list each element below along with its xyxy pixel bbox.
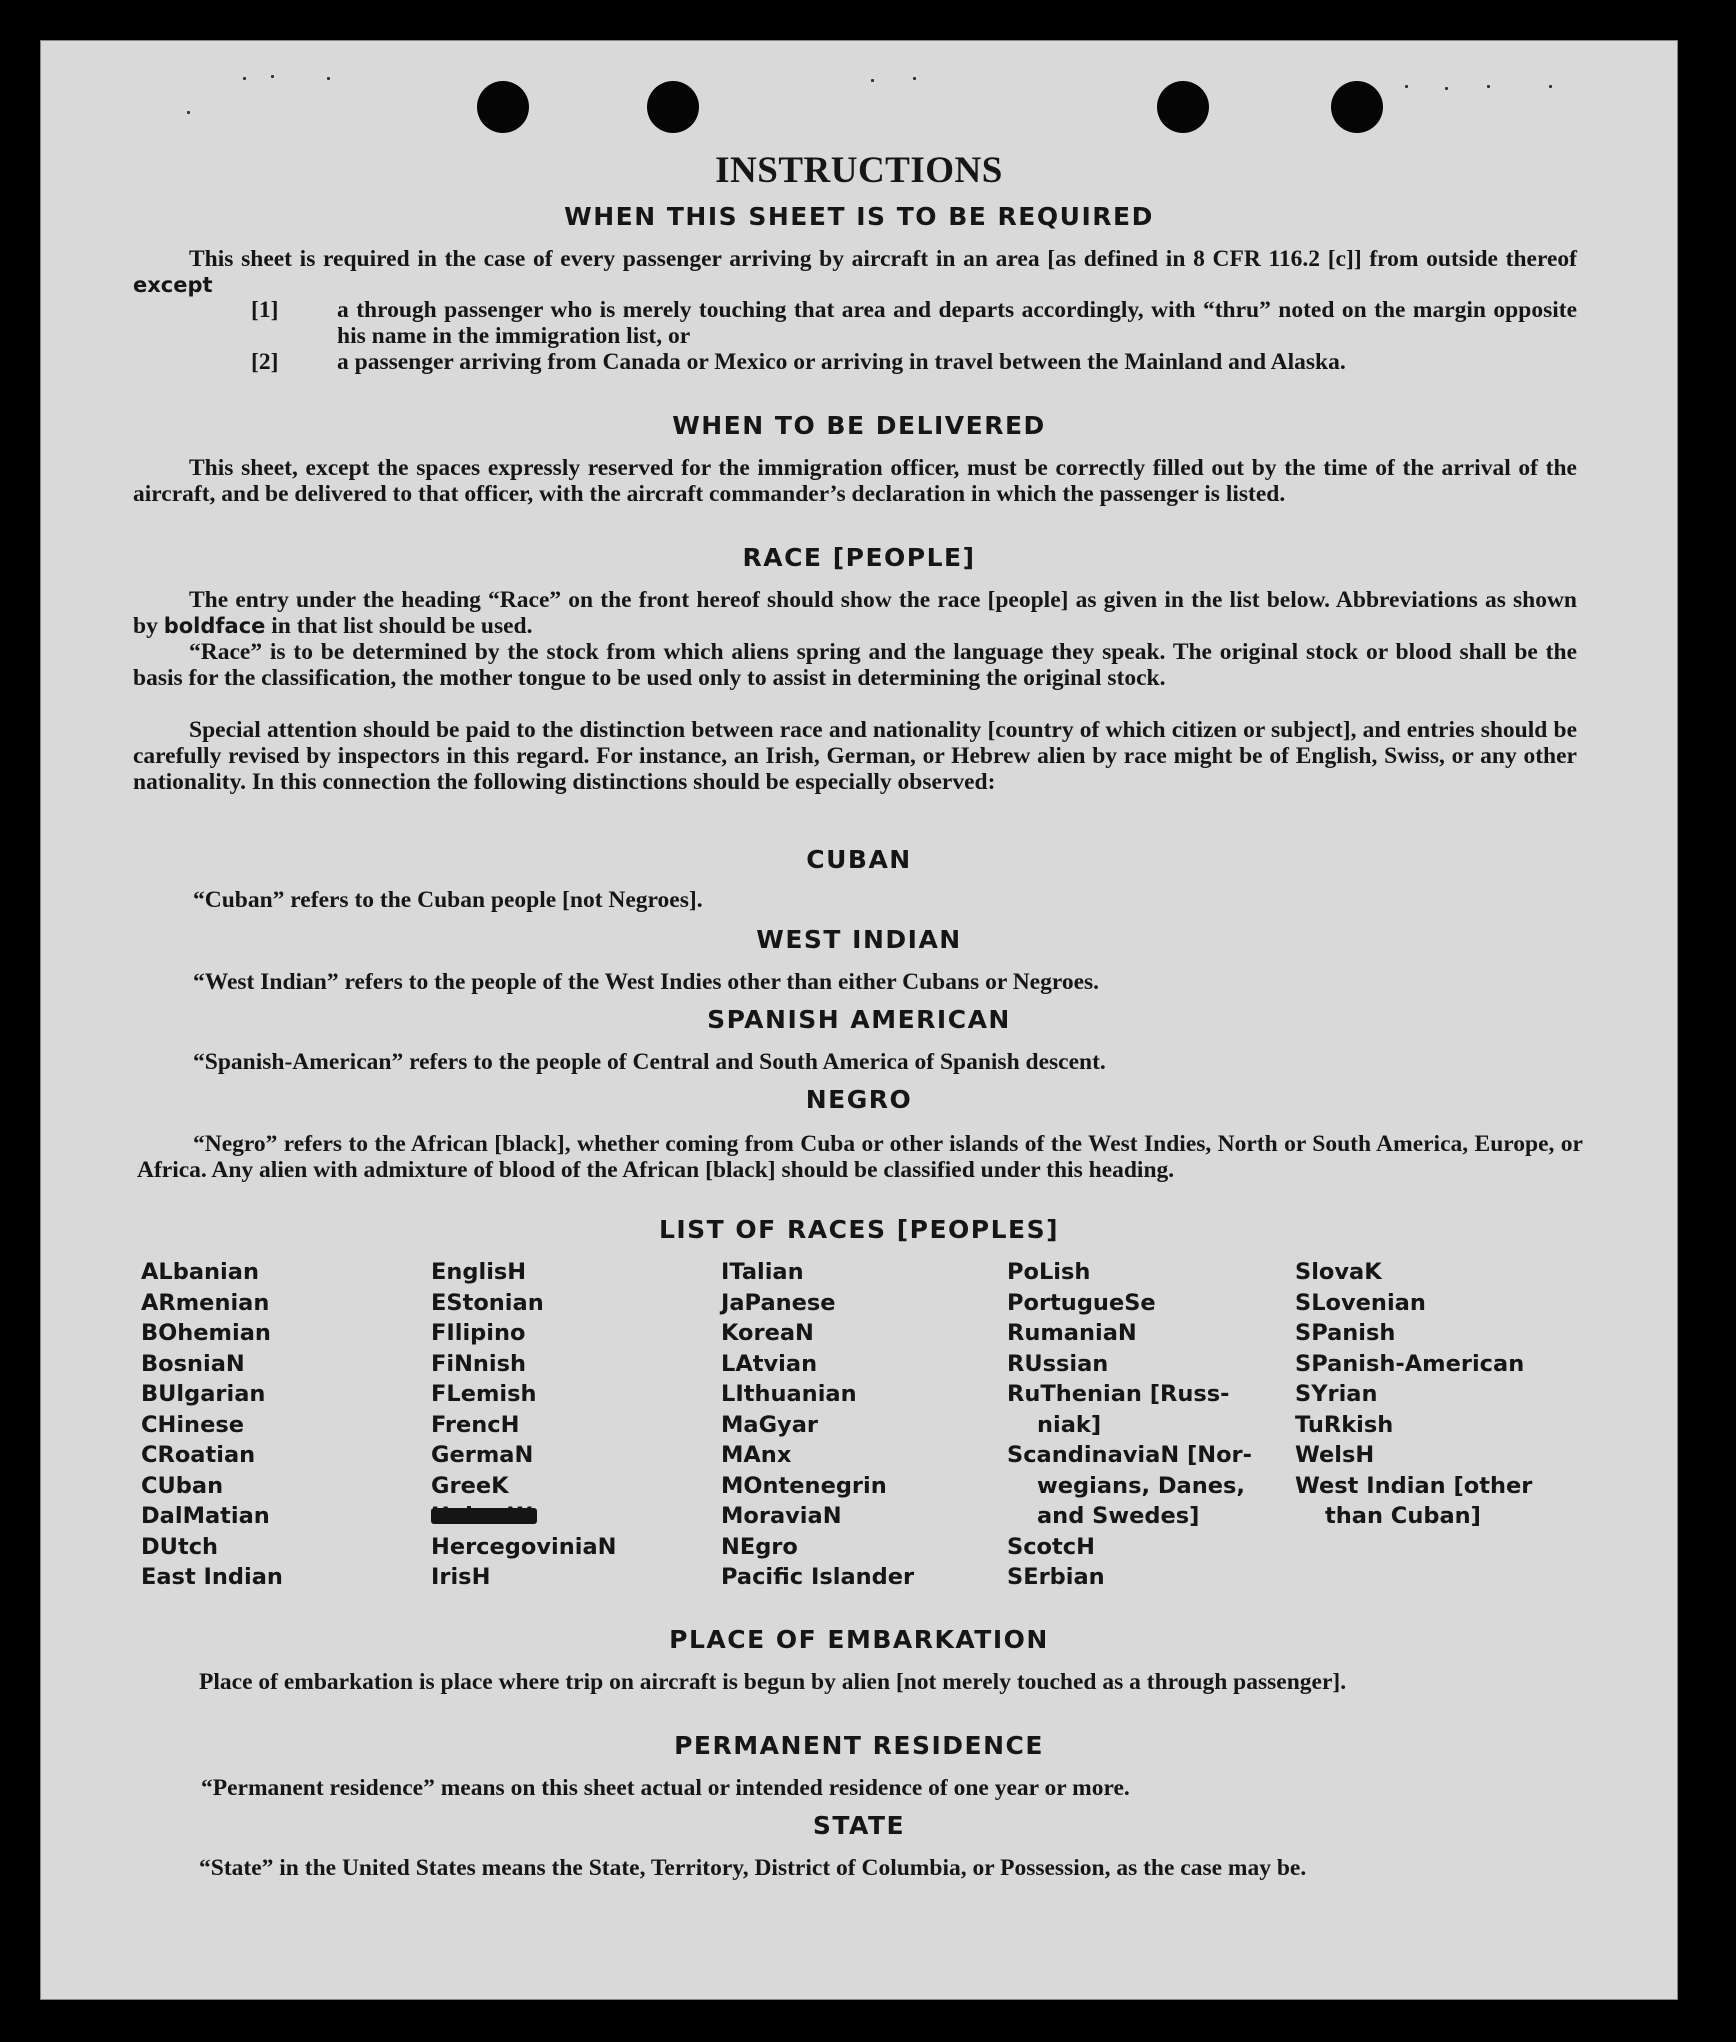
race-entry: DalMatian bbox=[141, 1503, 270, 1529]
race-entry: FiNnish bbox=[431, 1350, 527, 1377]
race-entry-continued: niak] bbox=[1037, 1411, 1102, 1438]
punch-hole bbox=[647, 81, 699, 133]
race-entry-continued: and Swedes] bbox=[1037, 1503, 1200, 1529]
document-sheet: INSTRUCTIONS WHEN THIS SHEET IS TO BE REQUIRED This sheet is required in the case of every passenger arriving by aircraft in an area [as defined in 8 CFR 116.2 [c]] from outside thereof except [1] a through passenger who is merely touching that area and departs accordingly, with “thru” noted on the margin opposite his name in the immigration list, or [2] a passenger arriving from Canada or Mexico or arriving in travel between the Mainland and Alaska. WHEN TO BE DELIVERED This sheet, except the spaces expressly reserved for the immigration officer, must be correctly filled out by the time of the arrival of the aircraft, and be delivered to that officer, with the aircraft commander’s declaration in which the passenger is listed. RACE [PEOPLE] The entry under the heading “Race” on the front hereof should show the race [people] as given in the list below. Abbreviations as shown by boldface in that list should be used. “Race” is to be determined by the stock from which aliens spring and the language they speak. The original stock or blood shall be the basis for the classification, the mother tongue to be used only to assist in determining the original stock. Special attention should be paid to the distinction between race and nationality [country of which citizen or subject], and entries should be carefully revised by inspectors in this regard. For instance, an Irish, German, or Hebrew alien by race might be of English, Swiss, or any other nationality. In this connection the following distinctions should be especially observed: CUBAN “Cuban” refers to the Cuban people [not Negroes]. WEST INDIAN “West Indian” refers to the people of the West Indies other than either Cubans or Negroes. SPANISH AMERICAN “Spanish-American” refers to the people of Central and South America of Spanish descent. NEGRO “Negro” refers to the African [black], whether coming from Cuba or other islands of the West Indies, North or South America, Europe, or Africa. Any alien with admixture of blood of the African [black] should be classified under this heading. LIST OF RACES [PEOPLES] ALbanian ARmenian BOhemian BosniaN BUlgarian CHinese CRoatian CUban DalMatian DUtch East Indian EnglisH EStonian FIlipino FiNnish FLemish FrencH GermaN GreeK HercegoviniaN IrisH ITalian JaPanese KoreaN LAtvian LIthuanian MaGyar MAnx MOntenegrin MoraviaN NEgro Pacific Islander PoLish PortugueSe RumaniaN RUssian RuThenian [Russ- niak] ScandinaviaN [Nor- wegians, Danes, and Swedes] ScotcH SErbian SlovaK SLovenian SPanish SPanish-American SYrian TuRkish WelsH West Indian [other than Cuban] PLACE OF EMBARKATION Place of embarkation is place where trip on aircraft is begun by alien [not merely touched as a through passenger]. PERMANENT RESIDENCE “Permanent residence” means on this sheet actual or intended residence of one year or more. STATE “State” in the United States means the State, Territory, District of Columbia, or Possession, as the case may be. bbox=[40, 40, 1678, 2000]
race-entry: LIthuanian bbox=[721, 1381, 857, 1407]
punch-hole bbox=[1331, 81, 1383, 133]
race-entry: RUssian bbox=[1007, 1350, 1109, 1377]
negro-text: “Negro” refers to the African [black], whether coming from Cuba or other islands of the West Indies, North or South America, Europe, or Africa. Any alien with admixture of blood of the African [black] should be classified under this heading. bbox=[137, 1131, 1583, 1183]
race-entry: SPanish-American bbox=[1295, 1350, 1525, 1377]
section-heading-delivered: WHEN TO BE DELIVERED bbox=[672, 411, 1046, 440]
race-entry: RumaniaN bbox=[1007, 1320, 1137, 1346]
section-heading-residence: PERMANENT RESIDENCE bbox=[674, 1731, 1044, 1760]
race-entry: RuThenian [Russ- bbox=[1007, 1381, 1230, 1407]
race-entry-continued: wegians, Danes, bbox=[1037, 1472, 1245, 1499]
race-paragraph-3: Special attention should be paid to the distinction between race and nationality [country of which citizen or subject], and entries should be carefully revised by inspectors in this regard. For instance, an Irish, German, or Hebrew alien by race might be of English, Swiss, or any other nationality. In this connection the following distinctions should be especially observed: bbox=[133, 717, 1577, 795]
residence-text: “Permanent residence” means on this sheet actual or intended residence of one year or more. bbox=[201, 1775, 1130, 1801]
race-entry: TuRkish bbox=[1295, 1411, 1394, 1438]
section-heading-list-of-races: LIST OF RACES [PEOPLES] bbox=[658, 1215, 1060, 1244]
race-entry: SYrian bbox=[1295, 1381, 1378, 1407]
race-entry: JaPanese bbox=[721, 1289, 836, 1316]
race-entry: HercegoviniaN bbox=[431, 1533, 617, 1560]
boldface-emphasis: boldface bbox=[163, 614, 266, 638]
race-entry: IrisH bbox=[431, 1564, 491, 1590]
race-entry: ARmenian bbox=[141, 1289, 270, 1316]
race-entry: CHinese bbox=[141, 1411, 244, 1438]
race-entry: FIlipino bbox=[431, 1320, 526, 1346]
race-entry: EnglisH bbox=[431, 1259, 527, 1285]
race-entry: ScotcH bbox=[1007, 1533, 1095, 1560]
section-heading-west-indian: WEST INDIAN bbox=[756, 925, 962, 954]
race-entry: NEgro bbox=[721, 1533, 798, 1560]
race-entry: WelsH bbox=[1295, 1442, 1375, 1468]
section-heading-cuban: CUBAN bbox=[806, 845, 912, 874]
race-entry: DUtch bbox=[141, 1533, 219, 1560]
section-heading-race: RACE [PEOPLE] bbox=[742, 543, 976, 572]
race-entry: Pacific Islander bbox=[721, 1564, 915, 1590]
race-entry: SErbian bbox=[1007, 1564, 1105, 1590]
race-entry: CUban bbox=[141, 1472, 224, 1499]
races-column-3 bbox=[721, 1257, 914, 1593]
section-heading-embarkation: PLACE OF EMBARKATION bbox=[669, 1625, 1049, 1654]
race-entry: BosniaN bbox=[141, 1350, 245, 1377]
race-entry: PoLish bbox=[1007, 1259, 1091, 1285]
races-column-4 bbox=[1007, 1257, 1252, 1593]
race-entry: GreeK bbox=[431, 1472, 509, 1499]
race-paragraph-1: The entry under the heading “Race” on the front hereof should show the race [people] as given in the list below. Abbreviations as shown by boldface in that list should be used. bbox=[133, 587, 1577, 639]
cuban-text: “Cuban” refers to the Cuban people [not Negroes]. bbox=[193, 887, 703, 913]
section-heading-spanish-american: SPANISH AMERICAN bbox=[707, 1005, 1011, 1034]
delivered-text: This sheet, except the spaces expressly reserved for the immigration officer, must be correctly filled out by the time of the arrival of the aircraft, and be delivered to that officer, with the aircraft commander’s declaration in which the passenger is listed. bbox=[133, 455, 1577, 507]
west-indian-text: “West Indian” refers to the people of the West Indies other than either Cubans or Negroes. bbox=[193, 969, 1100, 995]
race-entry: SPanish bbox=[1295, 1320, 1396, 1346]
race-entry: MAnx bbox=[721, 1442, 792, 1468]
required-intro: This sheet is required in the case of every passenger arriving by aircraft in an area [as defined in 8 CFR 116.2 [c]] from outside thereof except bbox=[133, 246, 1577, 297]
state-text: “State” in the United States means the State, Territory, District of Columbia, or Possession, as the case may be. bbox=[199, 1855, 1307, 1881]
race-paragraph-2: “Race” is to be determined by the stock from which aliens spring and the language they speak. The original stock or blood shall be the basis for the classification, the mother tongue to be used only to assist in determining the original stock. bbox=[133, 639, 1577, 691]
race-entry: MaGyar bbox=[721, 1411, 818, 1438]
race-entry: MOntenegrin bbox=[721, 1472, 887, 1499]
race-entry: FrencH bbox=[431, 1411, 520, 1438]
race-entry: SlovaK bbox=[1295, 1259, 1382, 1285]
race-entry: SLovenian bbox=[1295, 1289, 1426, 1316]
race-entry: BOhemian bbox=[141, 1320, 271, 1346]
page-title: INSTRUCTIONS bbox=[715, 150, 1003, 191]
races-column-1 bbox=[141, 1257, 283, 1593]
race-entry-continued: than Cuban] bbox=[1325, 1503, 1481, 1529]
race-entry: East Indian bbox=[141, 1564, 283, 1590]
punch-hole bbox=[477, 81, 529, 133]
races-column-2 bbox=[431, 1257, 616, 1593]
embarkation-text: Place of embarkation is place where trip on aircraft is begun by alien [not merely touched as a through passenger]. bbox=[199, 1669, 1347, 1695]
ink-scribble bbox=[431, 1508, 537, 1524]
race-entry-struck-out bbox=[431, 1501, 616, 1532]
section-heading-required: WHEN THIS SHEET IS TO BE REQUIRED bbox=[564, 202, 1154, 231]
race-entry: CRoatian bbox=[141, 1442, 256, 1468]
race-entry: GermaN bbox=[431, 1442, 534, 1468]
race-entry: LAtvian bbox=[721, 1350, 818, 1377]
race-entry: ALbanian bbox=[141, 1259, 259, 1285]
races-column-5 bbox=[1295, 1257, 1532, 1532]
section-heading-state: STATE bbox=[812, 1811, 906, 1840]
punch-hole bbox=[1157, 81, 1209, 133]
race-entry: FLemish bbox=[431, 1381, 537, 1407]
race-entry: PortugueSe bbox=[1007, 1289, 1156, 1316]
race-entry: ITalian bbox=[721, 1259, 804, 1285]
race-entry: MoraviaN bbox=[721, 1503, 842, 1529]
race-entry: ScandinaviaN [Nor- bbox=[1007, 1442, 1252, 1468]
race-entry: BUlgarian bbox=[141, 1381, 266, 1407]
section-heading-negro: NEGRO bbox=[805, 1085, 913, 1114]
race-entry: West Indian [other bbox=[1295, 1472, 1533, 1499]
spanish-american-text: “Spanish-American” refers to the people of Central and South America of Spanish descent. bbox=[193, 1049, 1106, 1075]
race-entry: EStonian bbox=[431, 1289, 544, 1316]
except-emphasis: except bbox=[133, 273, 213, 297]
race-entry: KoreaN bbox=[721, 1320, 814, 1346]
